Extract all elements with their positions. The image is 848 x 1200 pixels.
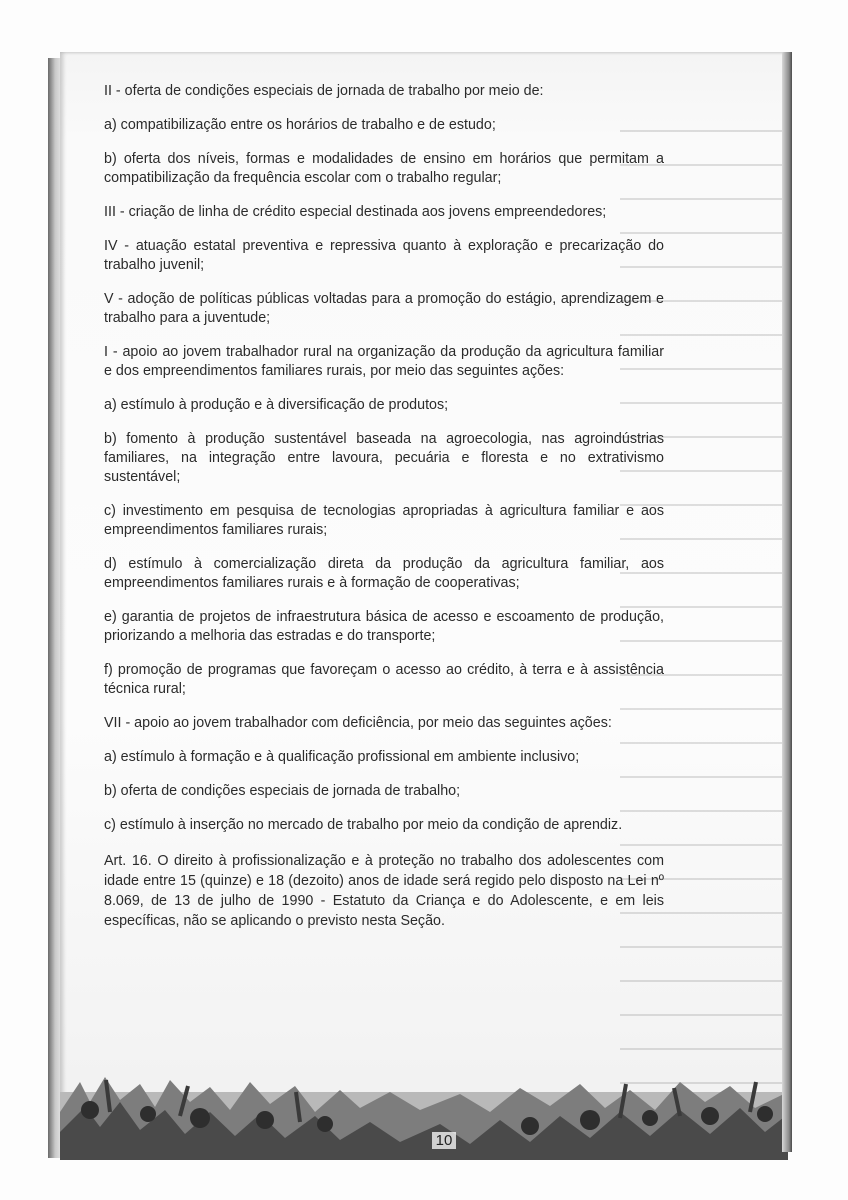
paragraph-item-vi-a: a) estímulo à produção e à diversificação de produtos; — [104, 397, 449, 413]
paragraph-item-vii: VII - apoio ao jovem trabalhador com deficiência, por meio das seguintes ações: — [104, 715, 612, 731]
paragraph-item-vi-f: f) promoção de programas que favoreçam o acesso ao crédito, à terra e à assistência técnica rural; — [104, 662, 664, 697]
paragraph-item-vii-b: b) oferta de condições especiais de jornada de trabalho; — [104, 783, 461, 799]
crowd-illustration — [60, 1072, 788, 1160]
page-number: 10 — [432, 1132, 456, 1149]
paragraph-item-v: V - adoção de políticas públicas voltadas para a promoção do estágio, aprendizagem e trabalho para a juventude; — [104, 291, 664, 326]
article-16: Art. 16. O direito à profissionalização e à proteção no trabalho dos adolescentes com idade entre 15 (quinze) e 18 (dezoito) anos de idade será regido pelo disposto na Lei nº 8.069, de 13 de julho de 1990 - Estatuto da Criança e do Adolescente, e em leis específicas, não se aplicando o previsto nesta Seção. — [104, 853, 664, 929]
paragraph-item-iii: III - criação de linha de crédito especial destinada aos jovens empreendedores; — [104, 204, 607, 220]
paragraph-item-ii-a: a) compatibilização entre os horários de trabalho e de estudo; — [104, 117, 496, 133]
paragraph-item-vii-c: c) estímulo à inserção no mercado de trabalho por meio da condição de aprendiz. — [104, 817, 623, 833]
paragraph-item-iv: IV - atuação estatal preventiva e repressiva quanto à exploração e precarização do trabalho juvenil; — [104, 238, 664, 273]
paragraph-item-ii: II - oferta de condições especiais de jornada de trabalho por meio de: — [104, 83, 544, 99]
paragraph-item-vi-d: d) estímulo à comercialização direta da produção da agricultura familiar, aos empreendimentos familiares rurais e à formação de cooperativas; — [104, 556, 664, 591]
paragraph-item-vi: I - apoio ao jovem trabalhador rural na organização da produção da agricultura familiar e dos empreendimentos familiares rurais, por meio das seguintes ações: — [104, 344, 664, 379]
body-text — [104, 82, 664, 946]
paragraph-item-vi-c: c) investimento em pesquisa de tecnologias apropriadas à agricultura familiar e aos empreendimentos familiares rurais; — [104, 503, 664, 538]
paragraph-item-ii-b: b) oferta dos níveis, formas e modalidades de ensino em horários que permitam a compatibilização da frequência escolar com o trabalho regular; — [104, 151, 664, 186]
paragraph-item-vii-a: a) estímulo à formação e à qualificação profissional em ambiente inclusivo; — [104, 749, 580, 765]
paragraph-item-vi-e: e) garantia de projetos de infraestrutura básica de acesso e escoamento de produção, priorizando a melhoria das estradas e do transporte; — [104, 609, 664, 644]
page-edge-right — [782, 52, 792, 1152]
paragraph-item-vi-b: b) fomento à produção sustentável baseada na agroecologia, nas agroindústrias familiares, na integração entre lavoura, pecuária e floresta e no extrativismo sustentável; — [104, 431, 664, 485]
